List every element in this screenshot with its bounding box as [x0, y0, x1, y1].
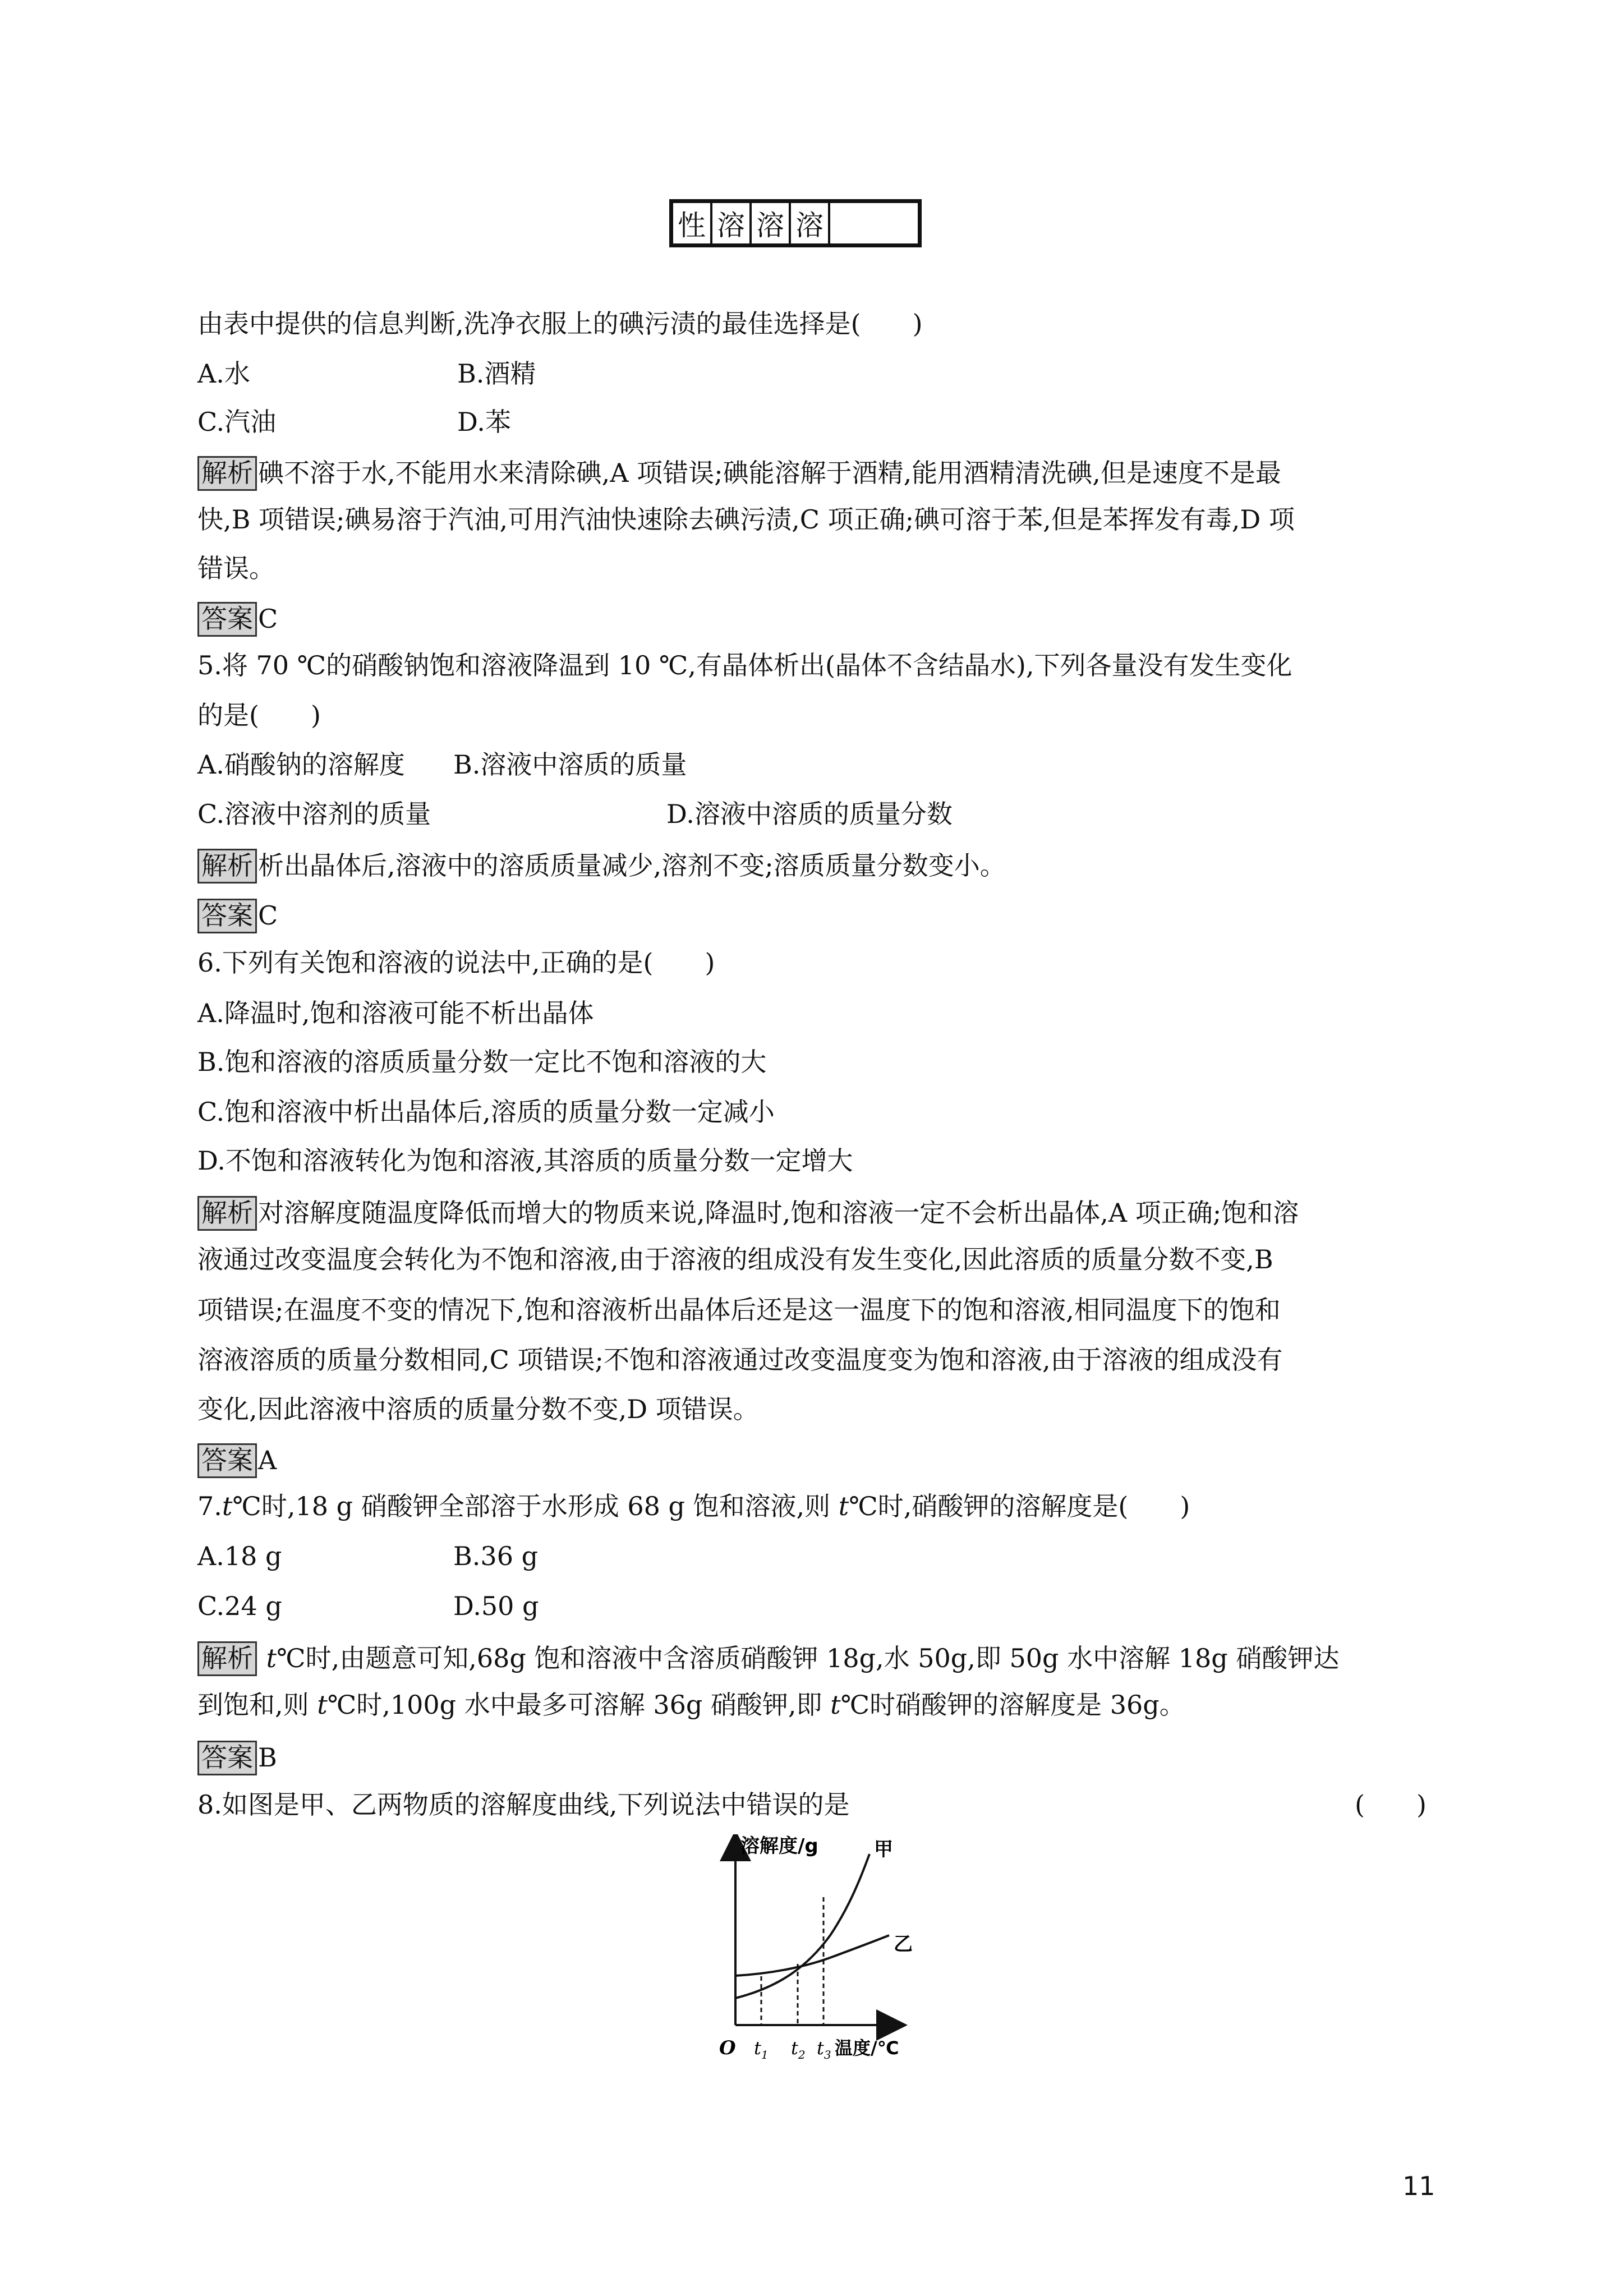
q5-analysis-line [197, 849, 1006, 884]
y-axis-label: 溶解度/g [740, 1835, 818, 1857]
answer-tag: 答案 [197, 1741, 257, 1775]
variable-t: t [317, 1690, 328, 1720]
analysis-tag: 解析 [197, 1641, 257, 1676]
q5-stem-line: 5.将 70 ℃的硝酸钠饱和溶液降温到 10 ℃,有晶体析出(晶体不含结晶水),下列各量没有发生变化 [197, 650, 1292, 680]
analysis-text: ℃时,100g 水中最多可溶解 36g 硝酸钾,即 [327, 1690, 831, 1720]
q5-answer-line [197, 899, 278, 933]
q7-stem-text: ℃时,硝酸钾的溶解度是( ) [849, 1491, 1190, 1521]
variable-t: t [830, 1690, 841, 1720]
x-axis-label: 温度/℃ [835, 2037, 899, 2059]
curve-jia [735, 1854, 869, 1998]
x-tick-t1: $t_1$ [754, 2037, 769, 2062]
q5-option-c: C.溶液中溶剂的质量 [197, 799, 431, 829]
table-cell [829, 201, 920, 246]
analysis-text: ℃时硝酸钾的溶解度是 36g。 [840, 1690, 1185, 1720]
analysis-tag: 解析 [197, 1196, 257, 1231]
answer-value: A [258, 1445, 277, 1475]
series-label-jia: 甲 [874, 1838, 893, 1861]
q6-option-b: B.饱和溶液的溶质质量分数一定比不饱和溶液的大 [197, 1047, 767, 1077]
q8-stem: 8.如图是甲、乙两物质的溶解度曲线,下列说法中错误的是 [197, 1789, 850, 1820]
q5-option-a: A.硝酸钠的溶解度 [197, 749, 405, 780]
q4-analysis-line: 快,B 项错误;碘易溶于汽油,可用汽油快速除去碘污渍,C 项正确;碘可溶于苯,但是苯挥发有毒,D 项 [197, 504, 1295, 535]
series-label-yi: 乙 [894, 1933, 913, 1955]
q5-option-d: D.溶液中溶质的质量分数 [666, 799, 953, 829]
answer-value: C [258, 604, 278, 634]
q7-analysis-line [197, 1641, 1339, 1676]
q6-answer-line [197, 1443, 277, 1478]
q7-stem [197, 1493, 1190, 1519]
q6-stem: 6.下列有关饱和溶液的说法中,正确的是( ) [197, 947, 715, 978]
solubility-curve-figure [712, 1834, 948, 2070]
analysis-tag: 解析 [197, 456, 257, 491]
variable-t: t [838, 1491, 849, 1521]
answer-value: C [258, 900, 278, 931]
solubility-table-fragment [669, 199, 922, 247]
answer-tag: 答案 [197, 602, 257, 637]
analysis-text: 析出晶体后,溶液中的溶质质量减少,溶剂不变;溶质质量分数变小。 [258, 850, 1006, 881]
table-cell: 性 [671, 201, 712, 246]
q6-option-a: A.降温时,饱和溶液可能不析出晶体 [197, 998, 594, 1028]
q7-analysis-line [197, 1692, 1185, 1718]
variable-t: t [222, 1491, 233, 1521]
answer-value: B [258, 1742, 277, 1773]
table-cell: 溶 [751, 201, 790, 246]
q7-answer-line [197, 1741, 277, 1775]
q6-analysis-line: 项错误;在温度不变的情况下,饱和溶液析出晶体后还是这一温度下的饱和溶液,相同温度下的饱和 [197, 1295, 1281, 1325]
analysis-text: 碘不溶于水,不能用水来清除碘,A 项错误;碘能溶解于酒精,能用酒精清洗碘,但是速度不是最 [258, 458, 1281, 488]
q7-option-d: D.50 g [453, 1591, 539, 1621]
q7-option-a: A.18 g [197, 1541, 282, 1571]
answer-tag: 答案 [197, 1443, 257, 1478]
table-cell: 溶 [790, 201, 829, 246]
q6-option-d: D.不饱和溶液转化为饱和溶液,其溶质的质量分数一定增大 [197, 1145, 853, 1176]
q7-stem-text: ℃时,18 g 硝酸钾全部溶于水形成 68 g 饱和溶液,则 [232, 1491, 839, 1521]
q5-stem-line: 的是( ) [197, 700, 321, 730]
q6-analysis-line: 溶液溶质的质量分数相同,C 项错误;不饱和溶液通过改变温度变为饱和溶液,由于溶液的组成没有 [197, 1345, 1283, 1375]
analysis-text: 到饱和,则 [197, 1690, 318, 1720]
q6-analysis-line: 液通过改变温度会转化为不饱和溶液,由于溶液的组成没有发生变化,因此溶质的质量分数不变,B [197, 1244, 1273, 1274]
answer-tag: 答案 [197, 899, 257, 933]
q4-option-c: C.汽油 [197, 407, 277, 437]
q6-option-c: C.饱和溶液中析出晶体后,溶质的质量分数一定减小 [197, 1097, 775, 1127]
table-cell: 溶 [711, 201, 751, 246]
x-tick-t2: $t_2$ [791, 2037, 806, 2062]
q7-number: 7. [197, 1491, 222, 1521]
q4-answer-line [197, 602, 278, 637]
analysis-text: ℃时,由题意可知,68g 饱和溶液中含溶质硝酸钾 18g,水 50g,即 50g 水中溶解 18g 硝酸钾达 [277, 1643, 1340, 1673]
q6-analysis-line [197, 1196, 1299, 1231]
analysis-tag: 解析 [197, 849, 257, 884]
q4-stem: 由表中提供的信息判断,洗净衣服上的碘污渍的最佳选择是( ) [197, 309, 923, 339]
page-number: 11 [1402, 2171, 1436, 2201]
x-tick-t3: $t_3$ [817, 2037, 831, 2062]
q8-bracket: ( ) [1355, 1789, 1427, 1820]
q7-option-c: C.24 g [197, 1591, 282, 1621]
q7-option-b: B.36 g [453, 1541, 539, 1571]
q6-analysis-line: 变化,因此溶液中溶质的质量分数不变,D 项错误。 [197, 1394, 759, 1424]
q4-option-a: A.水 [197, 358, 250, 389]
q4-option-d: D.苯 [457, 407, 511, 437]
origin-label: O [719, 2037, 736, 2059]
q5-option-b: B.溶液中溶质的质量 [453, 749, 687, 780]
q4-analysis-line: 错误。 [197, 553, 275, 583]
q4-analysis-line [197, 456, 1281, 491]
analysis-text: 对溶解度随温度降低而增大的物质来说,降温时,饱和溶液一定不会析出晶体,A 项正确;饱和溶 [258, 1198, 1299, 1228]
variable-t: t [266, 1643, 277, 1673]
q4-option-b: B.酒精 [457, 358, 536, 389]
